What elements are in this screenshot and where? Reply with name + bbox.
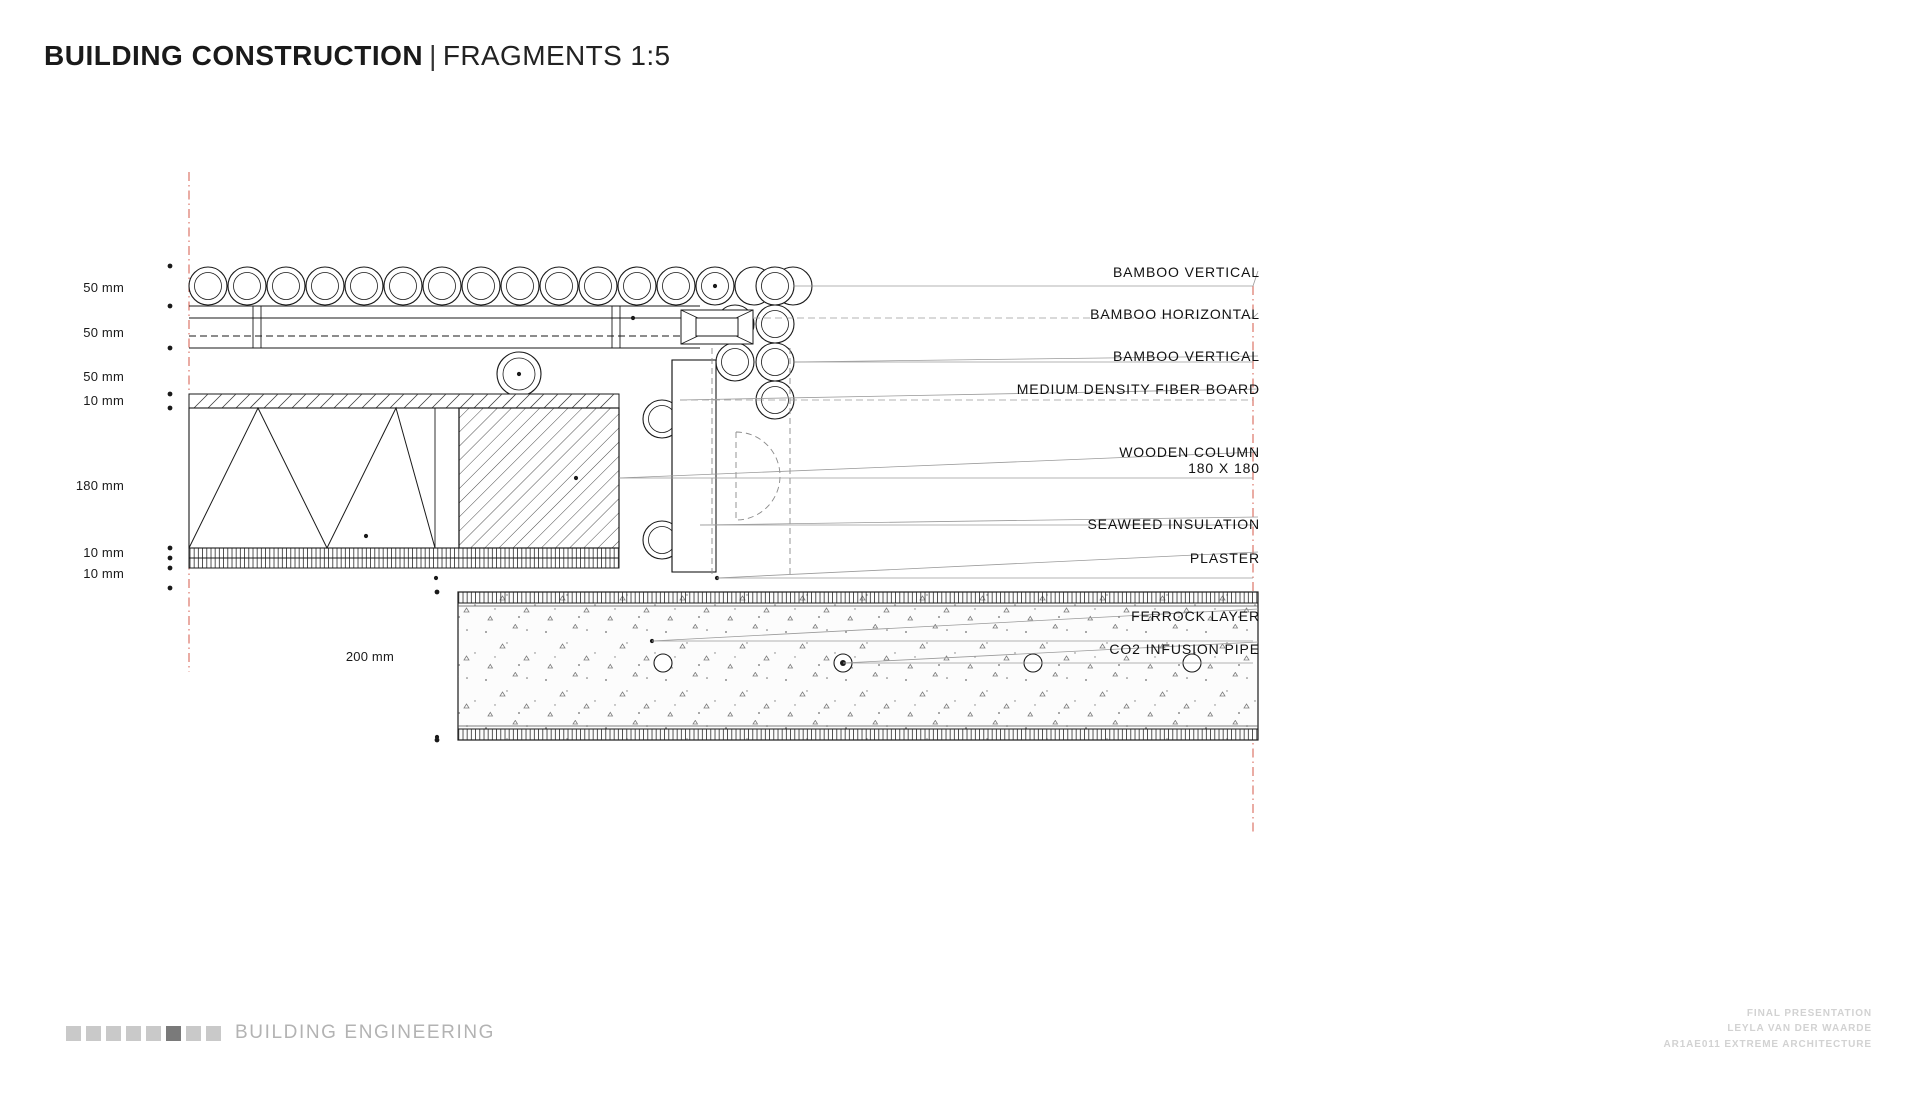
dimension-label: 50 mm (83, 325, 124, 340)
dimension-label: 180 mm (75, 478, 124, 493)
plaster-layer (189, 548, 619, 568)
annotation-wooden-column-line1: WOODEN COLUMN (1119, 444, 1260, 460)
footer-meta-line2: LEYLA VAN DER WAARDE (1727, 1023, 1872, 1034)
leader-dot-plaster (434, 576, 438, 580)
dimension-label: 10 mm (83, 545, 124, 560)
vertical-mullion-box (672, 360, 716, 572)
leader-dot-bamboo-horizontal (631, 316, 635, 320)
page-title-separator: | (429, 40, 437, 71)
annotation-plaster: PLASTER (1189, 550, 1260, 566)
footer-square (126, 1026, 141, 1041)
footer-meta (1663, 1006, 1872, 1053)
footer-department: BUILDING ENGINEERING (235, 1022, 496, 1043)
annotation-bamboo-horizontal: BAMBOO HORIZONTAL (1090, 306, 1260, 322)
footer-meta-line1: FINAL PRESENTATION (1746, 1007, 1872, 1019)
dimension-label: 50 mm (83, 369, 124, 384)
dimension-label: 50 mm (83, 280, 124, 295)
annotation-seaweed-insulation: SEAWEED INSULATION (1087, 516, 1260, 532)
bamboo-horizontal-connector (681, 310, 753, 344)
annotation-wooden-column-line2: 180 X 180 (1188, 460, 1260, 476)
annotation-co2-infusion-pipe: CO2 INFUSION PIPE (1109, 641, 1260, 657)
leader-dot-seaweed-insulation (364, 534, 368, 538)
annotation-bamboo-vertical-lower: BAMBOO VERTICAL (1112, 348, 1260, 364)
bamboo-horizontal-rails (189, 306, 700, 396)
footer-square (186, 1026, 201, 1041)
footer-square (66, 1026, 81, 1041)
footer-square (206, 1026, 221, 1041)
annotation-ferrock-layer: FERROCK LAYER (1131, 608, 1260, 624)
page-title-main: BUILDING CONSTRUCTION (44, 40, 424, 71)
leader-dot-bamboo-vertical (713, 284, 717, 288)
footer-branding (66, 1022, 495, 1044)
medium-density-fiber-board (189, 394, 619, 408)
bamboo-vertical-single (497, 352, 541, 396)
dimension-label: 10 mm (83, 566, 124, 581)
annotation-bamboo-vertical-top: BAMBOO VERTICAL (1112, 264, 1260, 280)
page-title-sub: FRAGMENTS 1:5 (442, 40, 671, 71)
footer-square (86, 1026, 101, 1041)
footer-square (106, 1026, 121, 1041)
wooden-column (459, 408, 619, 548)
annotation-mdf-board: MEDIUM DENSITY FIBER BOARD (1016, 381, 1260, 397)
seaweed-insulation-cavity (189, 408, 459, 548)
footer-meta-line3: AR1AE011 EXTREME ARCHITECTURE (1663, 1038, 1872, 1050)
footer-square-marks (66, 1026, 221, 1041)
footer-square (146, 1026, 161, 1041)
annotation-wooden-column (1119, 444, 1260, 476)
leader-dot-wooden-column (574, 476, 578, 480)
footer-square-active (166, 1026, 181, 1041)
dimension-label: 10 mm (83, 393, 124, 408)
dimension-label: 200 mm (345, 649, 394, 664)
